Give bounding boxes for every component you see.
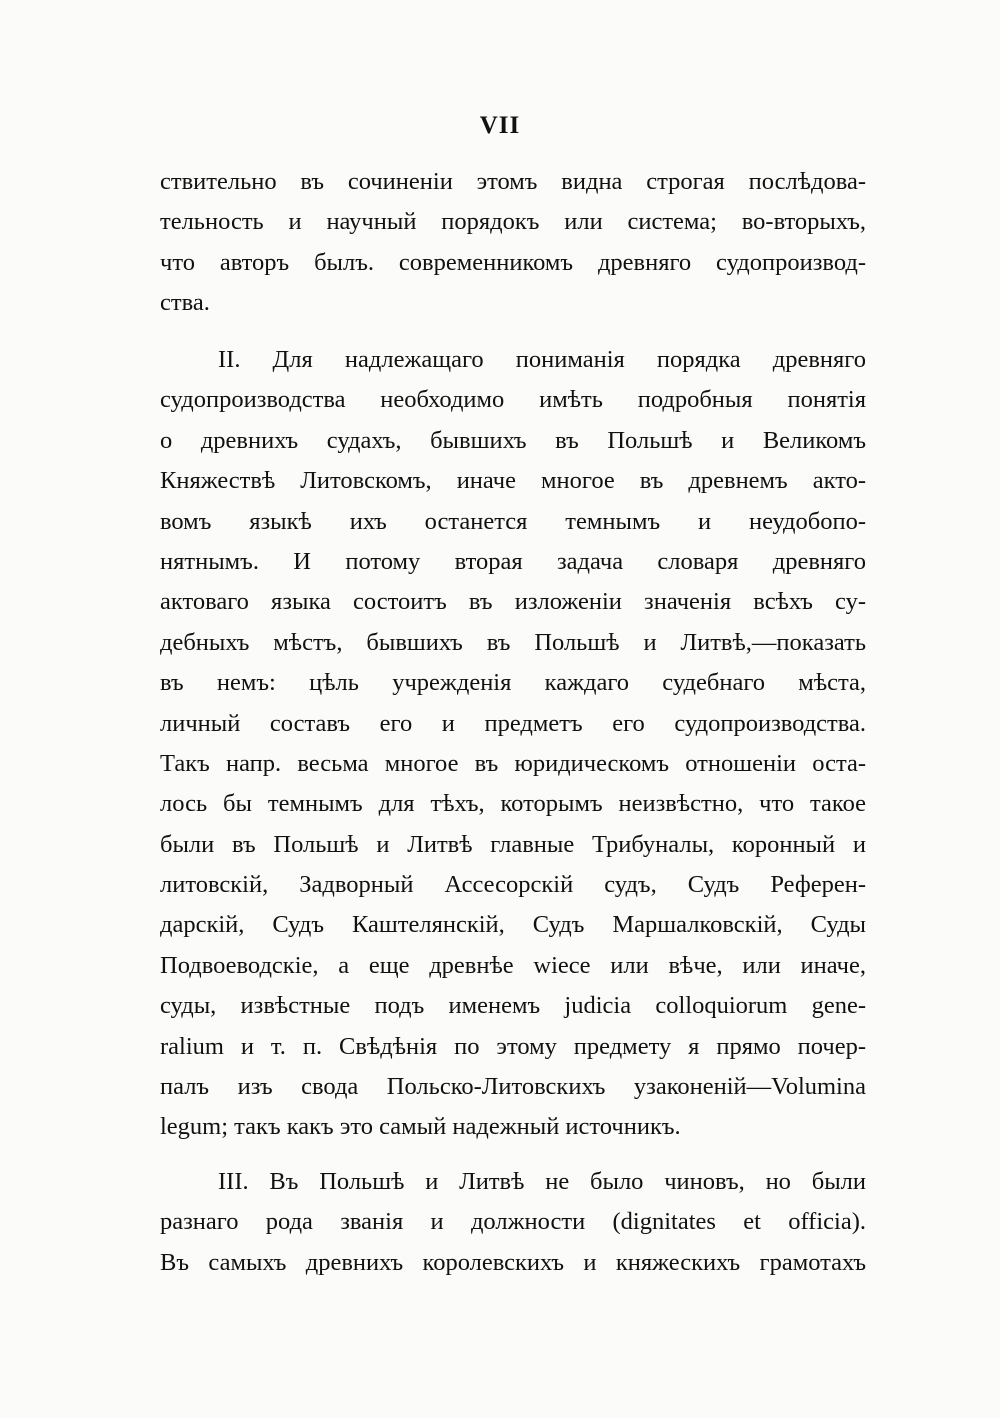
paragraph-section-ii: [160, 340, 866, 1148]
text-line: литовскій, Задворный Ассесорскій судъ, Судъ Референ-: [160, 871, 866, 899]
text-line: палъ изъ свода Польско-Литовскихъ узаконеній—Volumina: [160, 1073, 866, 1101]
text-line: тельность и научный порядокъ или система; во-вторыхъ,: [160, 208, 866, 236]
text-line: ralium и т. п. Свѣдѣнія по этому предмету я прямо почер-: [160, 1032, 866, 1060]
text-line: разнаго рода званія и должности (dignitates et officia).: [160, 1208, 866, 1236]
text-line: актоваго языка состоитъ въ изложеніи значенія всѣхъ су-: [160, 588, 866, 616]
text-line: о древнихъ судахъ, бывшихъ въ Польшѣ и Великомъ: [160, 426, 866, 454]
text-line: Въ самыхъ древнихъ королевскихъ и княжескихъ грамотахъ: [160, 1248, 866, 1276]
text-line: судопроизводства необходимо имѣть подробныя понятія: [160, 386, 866, 414]
text-line: legum; такъ какъ это самый надежный источникъ.: [160, 1113, 681, 1141]
text-line: ства.: [160, 289, 210, 317]
text-line: дарскій, Судъ Каштелянскій, Судъ Маршалковскій, Суды: [160, 911, 866, 939]
text-line: что авторъ былъ. современникомъ древняго судопроизвод-: [160, 248, 866, 276]
page-number: VII: [479, 112, 521, 139]
text-line: въ немъ: цѣль учрежденія каждаго судебнаго мѣста,: [160, 669, 866, 697]
text-line: лось бы темнымъ для тѣхъ, которымъ неизвѣстно, что такое: [160, 790, 866, 818]
text-line: Такъ напр. весьма многое въ юридическомъ отношеніи оста-: [160, 749, 866, 777]
text-line: II. Для надлежащаго пониманія порядка древняго: [218, 346, 866, 373]
text-line: вомъ языкѣ ихъ останется темнымъ и неудобопо-: [160, 507, 866, 535]
text-line: Подвоеводскіе, а еще древнѣе wiece или вѣче, или иначе,: [160, 951, 866, 979]
text-line: суды, извѣстные подъ именемъ judicia colloquiorum gene-: [160, 992, 866, 1020]
text-line: нятнымъ. И потому вторая задача словаря древняго: [160, 547, 866, 575]
text-line: дебныхъ мѣстъ, бывшихъ въ Польшѣ и Литвѣ,—показать: [160, 628, 866, 656]
text-line: ствительно въ сочиненіи этомъ видна строгая послѣдова-: [160, 168, 866, 195]
text-line: III. Въ Польшѣ и Литвѣ не было чиновъ, но были: [218, 1168, 866, 1195]
paragraph-section-iii: [160, 1162, 866, 1283]
text-line: Княжествѣ Литовскомъ, иначе многое въ древнемъ акто-: [160, 467, 866, 495]
paragraph-continuation: [160, 162, 866, 324]
text-line: личный составъ его и предметъ его судопроизводства.: [160, 709, 866, 737]
text-line: были въ Польшѣ и Литвѣ главные Трибуналы, коронный и: [160, 830, 866, 858]
